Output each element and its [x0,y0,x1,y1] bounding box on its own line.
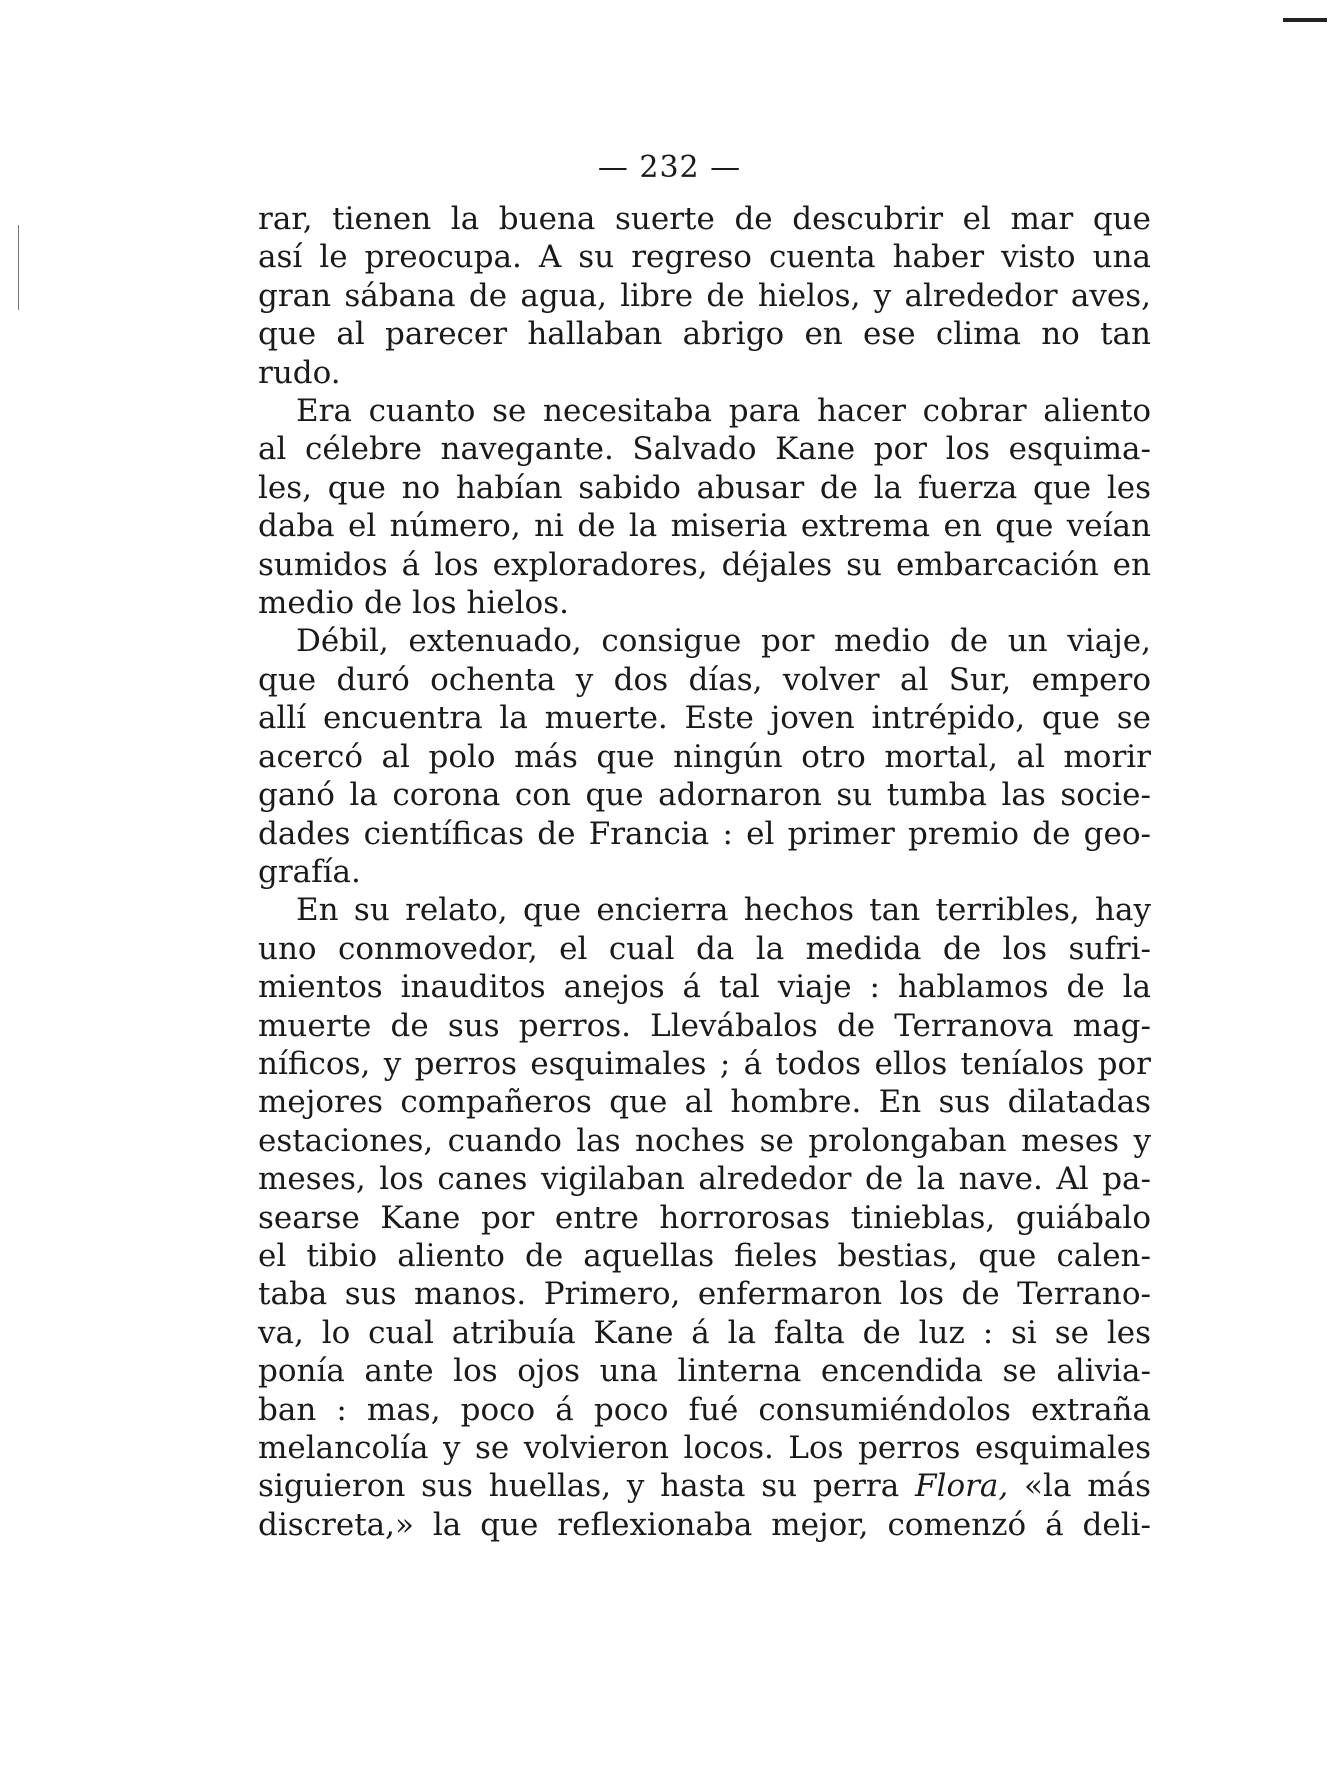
text-line: Débil, extenuado, consigue por medio de un viaje, [296,623,1151,660]
text-line: así le preocupa. A su regreso cuenta haber visto una [258,239,1151,276]
text-line: va, lo cual atribuía Kane á la falta de luz : si se les [258,1314,1151,1351]
page-number: — 232 — [597,150,742,185]
text-line: que al parecer hallaban abrigo en ese clima no tan [258,316,1151,353]
text-line: medio de los hielos. [258,585,569,622]
text-line [258,1467,1151,1505]
scan-mark [1283,18,1327,22]
text-line: muerte de sus perros. Llevábalos de Terranova mag- [258,1007,1151,1044]
paragraph [258,622,1151,891]
text-line: searse Kane por entre horrorosas tinieblas, guiábalo [258,1199,1151,1236]
text-line: rar, tienen la buena suerte de descubrir el mar que [258,201,1151,237]
line-segment: «la más [1008,1468,1151,1505]
text-line: Era cuanto se necesitaba para hacer cobrar aliento [296,393,1151,430]
text-line: mejores compañeros que al hombre. En sus dilatadas [258,1084,1151,1121]
text-line: En su relato, que encierra hechos tan terribles, hay [296,892,1151,929]
italic-name-flora: Flora, [915,1468,1009,1505]
text-line: sumidos á los exploradores, déjales su embarcación en [258,546,1151,583]
text-line: dades científicas de Francia : el primer premio de geo- [258,815,1151,852]
paragraph [258,891,1151,1544]
line-segment: siguieron sus huellas, y hasta su perra [258,1468,916,1505]
paragraph [258,392,1151,622]
text-line: les, que no habían sabido abusar de la fuerza que les [258,469,1151,506]
text-line: el tibio aliento de aquellas fieles bestias, que calen- [258,1237,1151,1274]
text-line: níficos, y perros esquimales ; á todos ellos teníalos por [258,1045,1151,1082]
text-line: estaciones, cuando las noches se prolongaban meses y [258,1122,1151,1159]
text-line: gran sábana de agua, libre de hielos, y alrededor aves, [258,277,1151,314]
text-line: acercó al polo más que ningún otro mortal, al morir [258,738,1151,775]
paragraph [258,200,1151,392]
text-line: meses, los canes vigilaban alrededor de la nave. Al pa- [258,1161,1151,1198]
text-line: daba el número, ni de la miseria extrema en que veían [258,508,1151,545]
text-line: al célebre navegante. Salvado Kane por los esquima- [258,431,1151,468]
body-text [258,200,1151,1544]
text-line: uno conmovedor, el cual da la medida de los sufri- [258,930,1151,967]
text-line: discreta,» la que reflexionaba mejor, comenzó á deli- [258,1506,1151,1543]
text-line: melancolía y se volvieron locos. Los perros esquimales [258,1430,1151,1466]
text-line: mientos inauditos anejos á tal viaje : hablamos de la [258,969,1151,1006]
text-line: allí encuentra la muerte. Este joven intrépido, que se [258,700,1151,737]
text-line: ponía ante los ojos una linterna encendida se alivia- [258,1353,1151,1390]
text-line: ban : mas, poco á poco fué consumiéndolos extraña [258,1391,1151,1428]
text-line: que duró ochenta y dos días, volver al Sur, empero [258,661,1151,698]
scan-mark [18,225,19,310]
text-line: ganó la corona con que adornaron su tumba las socie- [258,777,1151,814]
text-line: rudo. [258,354,341,391]
text-line: taba sus manos. Primero, enfermaron los de Terrano- [258,1276,1151,1313]
text-line: grafía. [258,853,361,890]
